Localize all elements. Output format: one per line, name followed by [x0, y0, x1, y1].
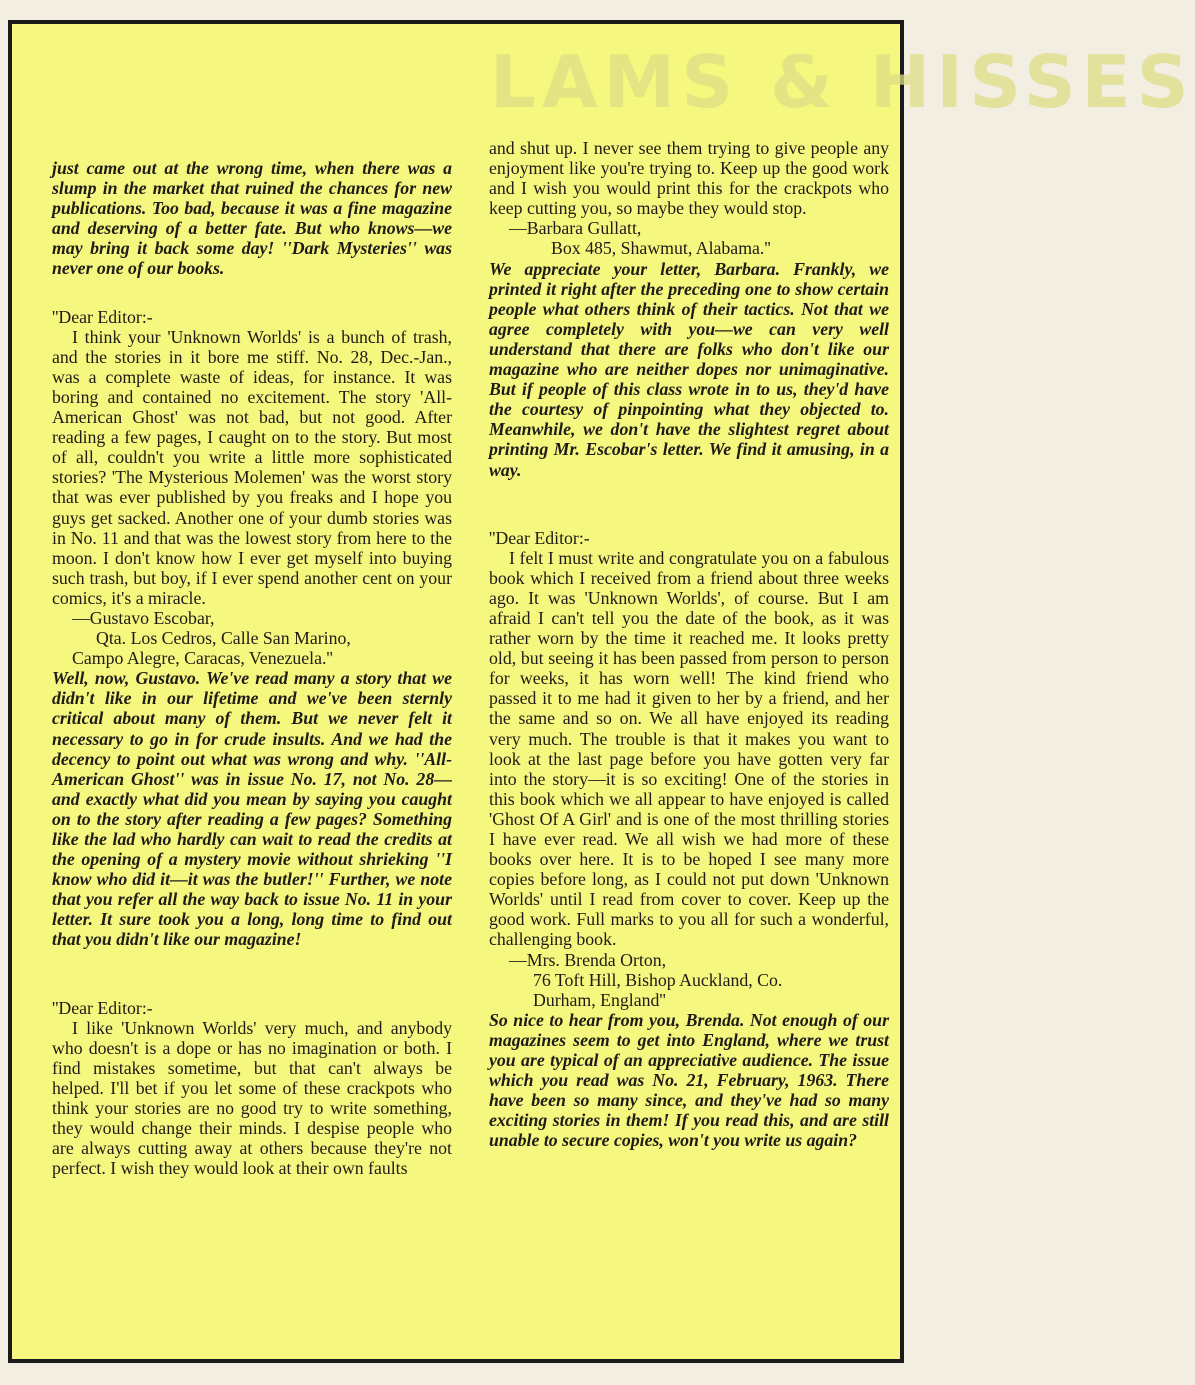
letter-signature: —Gustavo Escobar, — [72, 607, 215, 628]
letter-salutation: ''Dear Editor:- — [52, 306, 153, 327]
left-column — [52, 158, 452, 1178]
editor-reply: We appreciate your letter, Barbara. Frankly, we printed it right after the preceding one to show certain people what others think of their tactics. Not that we agree completely with you—we can very well understand that there are folks who don't like our magazine who are neither dopes nor unimaginative. But if people of this class wrote in to us, they'd have the courtesy of pinpointing what they objected to. Meanwhile, we don't have the slightest regret about printing Mr. Escobar's letter. We find it amusing, in a way. — [489, 258, 889, 480]
right-column — [489, 138, 889, 1151]
letter-body: I felt I must write and congratulate you on a fabulous book which I received from a friend about three weeks ago. It was 'Unknown Worlds', of course. But I am afraid I can't tell you the date of the book, as it was rather worn by the time it reached me. It looks pretty old, but seeing it has been passed from person to person for weeks, it has worn well! The kind friend who passed it to me had it given to her by a friend, and her the same and so on. We all have enjoyed its reading very much. The trouble is that it makes you want to look at the last page before you have gotten very far into the story—it is so exciting! One of the stories in this book which we all appear to have enjoyed is called 'Ghost Of A Girl' and is one of the most thrilling stories I have ever read. We all wish we had more of these books over here. It is to be hoped I see many more copies before long, as I could not put down 'Unknown Worlds' until I read from cover to cover. Keep up the good work. Full marks to you all for such a wonderful, challenging book. — [489, 547, 889, 950]
letter-salutation: ''Dear Editor:- — [52, 997, 153, 1018]
letter-address: Qta. Los Cedros, Calle San Marino, — [96, 628, 351, 649]
letter-body-continued: and shut up. I never see them trying to give people any enjoyment like you're trying to. Keep up the good work and I wish you would print this for the crackpots who keep cutting you, so maybe they would stop. — [489, 138, 889, 219]
letter-address: Durham, England'' — [533, 989, 666, 1010]
letter-body: I think your 'Unknown Worlds' is a bunch of trash, and the stories in it bore me stiff. No. 28, Dec.-Jan., was a complete waste of ideas, for instance. It was boring and contained no excitement. The story 'All-American Ghost' was not bad, but not good. After reading a few pages, I caught on to the story. But most of all, couldn't you write a little more sophisticated stories? 'The Mysterious Molemen' was the worst story that was ever published by you freaks and I hope you guys get sacked. Another one of your dumb stories was in No. 11 and that was the lowest story from here to the moon. I don't know how I ever get myself into buying such trash, but boy, if I ever spend another cent on your comics, it's a miracle. — [52, 326, 452, 608]
letter-address: 76 Toft Hill, Bishop Auckland, Co. — [533, 969, 783, 990]
letter-address: Campo Alegre, Caracas, Venezuela.'' — [72, 648, 333, 669]
letter-signature: —Barbara Gullatt, — [509, 218, 642, 239]
reply-continued: just came out at the wrong time, when there was a slump in the market that ruined the chances for new publications. Too bad, because it was a fine magazine and deserving of a better fate. But who knows—we may bring it back some day! ''Dark Mysteries'' was never one of our books. — [52, 158, 452, 279]
letter-signature: —Mrs. Brenda Orton, — [509, 949, 667, 970]
editor-reply: So nice to hear from you, Brenda. Not enough of our magazines seem to get into England, where we trust you are typical of an appreciative audience. The issue which you read was No. 21, February, 1963. There have been so many since, and they've had so many exciting stories in them! If you read this, and are still unable to secure copies, won't you write us again? — [489, 1009, 889, 1151]
letter-salutation: ''Dear Editor:- — [489, 527, 590, 548]
letter-body: I like 'Unknown Worlds' very much, and anybody who doesn't is a dope or has no imagination or both. I find mistakes sometime, but that can't always be helped. I'll bet if you let some of these crackpots who think your stories are no good try to write something, they would change their minds. I despise people who are always cutting away at others because they're not perfect. I wish they would look at their own faults — [52, 1017, 452, 1179]
editor-reply: Well, now, Gustavo. We've read many a story that we didn't like in our lifetime and we've been sternly critical about many of them. But we never felt it necessary to go in for crude insults. And we had the decency to point out what was wrong and why. ''All-American Ghost'' was in issue No. 17, not No. 28—and exactly what did you mean by saying you caught on to the story after reading a few pages? Something like the lad who hardly can wait to read the credits at the opening of a mystery movie without shrieking ''I know who did it—it was the butler!'' Further, we note that you refer all the way back to issue No. 11 in your letter. It sure took you a long, long time to find out that you didn't like our magazine! — [52, 668, 452, 950]
letter-address: Box 485, Shawmut, Alabama.'' — [551, 238, 771, 259]
bleed-through-title: LAMS & HISSES — [490, 40, 1195, 124]
